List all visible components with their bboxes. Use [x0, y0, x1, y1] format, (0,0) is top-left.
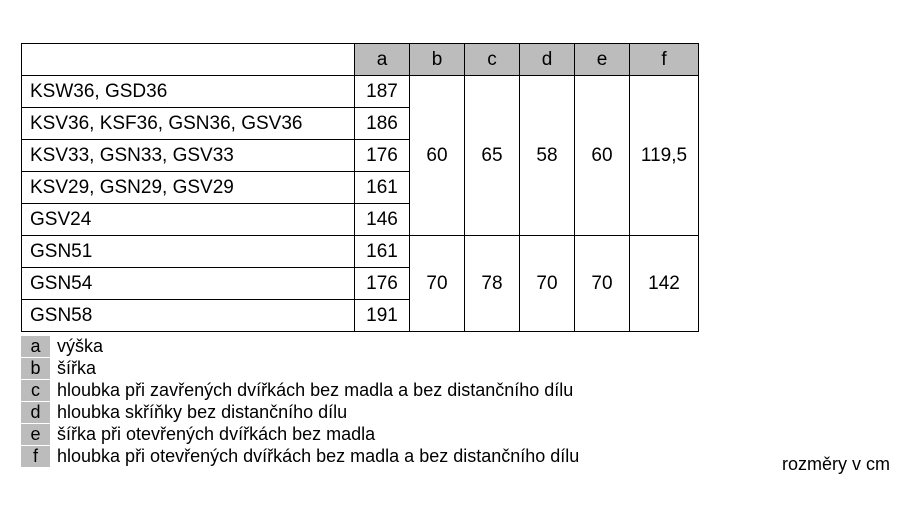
height-cell: 146 [355, 204, 410, 236]
model-cell: GSN58 [22, 300, 355, 332]
header-row [22, 44, 699, 76]
legend [21, 336, 579, 468]
model-cell: GSV24 [22, 204, 355, 236]
table-row [22, 76, 699, 108]
legend-key: d [21, 402, 50, 423]
header-b: b [410, 44, 465, 76]
height-cell: 176 [355, 268, 410, 300]
shared-e-cell: 60 [575, 76, 630, 236]
model-cell: GSN54 [22, 268, 355, 300]
legend-item [21, 358, 579, 380]
header-a: a [355, 44, 410, 76]
model-cell: KSV36, KSF36, GSN36, GSV36 [22, 108, 355, 140]
header-e: e [575, 44, 630, 76]
header-f: f [630, 44, 699, 76]
header-d: d [520, 44, 575, 76]
height-cell: 176 [355, 140, 410, 172]
legend-item [21, 446, 579, 468]
shared-f-cell: 142 [630, 236, 699, 332]
units-note: rozměry v cm [782, 454, 890, 474]
legend-text: šířka při otevřených dvířkách bez madla [57, 424, 376, 445]
legend-key: a [21, 336, 50, 357]
shared-d-cell: 70 [520, 236, 575, 332]
legend-item [21, 336, 579, 358]
legend-item [21, 424, 579, 446]
shared-c-cell: 78 [465, 236, 520, 332]
header-c: c [465, 44, 520, 76]
legend-key: f [21, 446, 50, 467]
shared-c-cell: 65 [465, 76, 520, 236]
legend-item [21, 402, 579, 424]
model-cell: KSW36, GSD36 [22, 76, 355, 108]
shared-b-cell: 60 [410, 76, 465, 236]
legend-text: hloubka při zavřených dvířkách bez madla a bez distančního dílu [57, 380, 574, 401]
table-row [22, 236, 699, 268]
legend-text: hloubka při otevřených dvířkách bez madla a bez distančního dílu [57, 446, 580, 467]
model-cell: KSV29, GSN29, GSV29 [22, 172, 355, 204]
legend-key: c [21, 380, 50, 401]
legend-text: výška [57, 336, 104, 357]
shared-e-cell: 70 [575, 236, 630, 332]
shared-d-cell: 58 [520, 76, 575, 236]
table-group-1 [22, 76, 699, 236]
legend-key: b [21, 358, 50, 379]
height-cell: 191 [355, 300, 410, 332]
height-cell: 187 [355, 76, 410, 108]
legend-text: šířka [57, 358, 97, 379]
height-cell: 186 [355, 108, 410, 140]
header-corner [22, 44, 355, 76]
shared-b-cell: 70 [410, 236, 465, 332]
model-cell: GSN51 [22, 236, 355, 268]
height-cell: 161 [355, 236, 410, 268]
legend-text: hloubka skříňky bez distančního dílu [57, 402, 348, 423]
shared-f-cell: 119,5 [630, 76, 699, 236]
table-group-2 [22, 236, 699, 332]
dimensions-table [21, 43, 699, 332]
model-cell: KSV33, GSN33, GSV33 [22, 140, 355, 172]
height-cell: 161 [355, 172, 410, 204]
legend-item [21, 380, 579, 402]
legend-key: e [21, 424, 50, 445]
